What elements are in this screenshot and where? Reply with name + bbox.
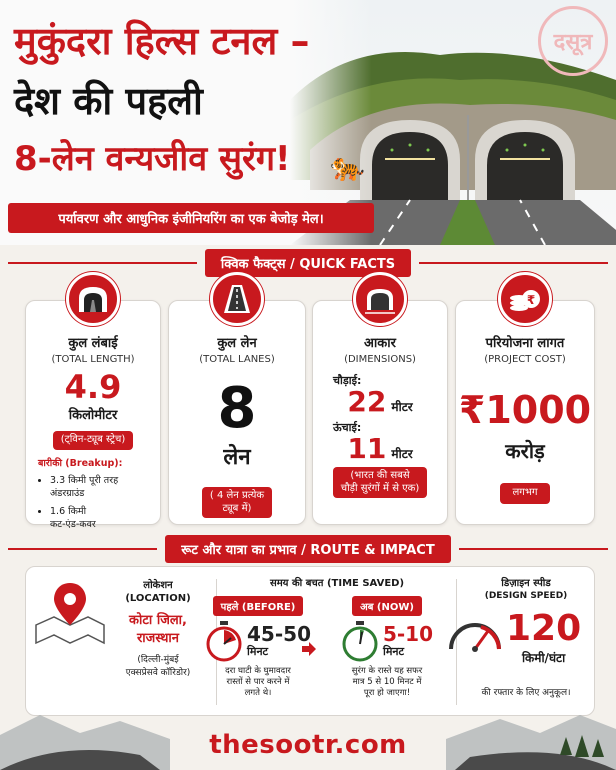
length-value: 4.9: [64, 368, 122, 406]
hero-banner: [0, 0, 616, 245]
length-unit: किलोमीटर: [68, 408, 118, 423]
height-label: ऊंचाई:: [333, 421, 362, 434]
lanes-label: कुल लेन: [217, 336, 257, 351]
tiger-icon: 🐅: [330, 150, 365, 183]
length-breakdown: [26, 456, 160, 530]
rupee-coins-icon: [498, 272, 552, 326]
cost-unit: करोड़: [505, 439, 545, 463]
subtitle-banner: पर्यावरण और आधुनिक इंजीनियरिंग का एक बेजोड़ मेल।: [8, 203, 374, 233]
site-url[interactable]: thesootr.com: [209, 730, 407, 760]
road-icon: [210, 272, 264, 326]
now-unit: मिनट: [382, 644, 405, 658]
speed-label: डिज़ाइन स्पीड: [501, 578, 551, 589]
before-unit: मिनट: [247, 644, 269, 658]
height-unit: मीटर: [391, 447, 413, 461]
now-note: सुरंग के रास्ते यह सफर मात्र 5 से 10 मिनट में पूरा हो जाएगा!: [351, 666, 423, 699]
title-line-1: मुकुंदरा हिल्स टनल –: [14, 19, 310, 63]
dimensions-note: (भारत की सबसे चौड़ी सुरंगों में से एक): [333, 467, 428, 498]
length-note: (ट्विन-ट्यूब स्ट्रेच): [53, 431, 133, 450]
before-note: दरा घाटी के घुमावदार रास्तों से पार करने में लगते थे।: [225, 666, 291, 699]
width-unit: मीटर: [391, 400, 413, 414]
lanes-note: ( 4 लेन प्रत्येक ट्यूब में): [202, 487, 272, 518]
height-value: 11: [347, 432, 387, 465]
project-cost-card: [455, 300, 595, 525]
speed-label-en: (DESIGN SPEED): [484, 591, 568, 601]
location-map-icon: [30, 577, 110, 651]
thesootr-logo: दसूत्र: [538, 6, 608, 76]
lanes-unit: लेन: [223, 445, 251, 470]
lanes-value: 8: [217, 376, 257, 441]
speed-unit: किमी/घंटा: [521, 651, 566, 665]
speed-block: [458, 575, 594, 601]
speed-value: 120: [506, 608, 582, 649]
tunnel-icon: [66, 272, 120, 326]
length-label-en: (TOTAL LENGTH): [51, 354, 135, 365]
cost-label-en: (PROJECT COST): [484, 354, 566, 365]
speed-note: की रफ्तार के लिए अनुकूल।: [481, 688, 571, 698]
dimensions-label: आकार: [364, 336, 396, 351]
location-value: कोटा जिला, राजस्थान: [129, 613, 187, 646]
location-label: लोकेशन: [143, 580, 173, 591]
now-label: अब (NOW): [352, 596, 422, 616]
svg-text:₹: ₹: [526, 293, 536, 307]
before-label: पहले (BEFORE): [213, 596, 304, 616]
lanes-label-en: (TOTAL LANES): [199, 354, 275, 365]
before-value: 45-50: [247, 621, 311, 646]
arrow-right-icon: [301, 641, 317, 661]
tunnel-dimensions-icon: [353, 272, 407, 326]
now-value: 5-10: [382, 621, 434, 646]
title-line-2: देश की पहली: [14, 79, 203, 123]
cost-label: परियोजना लागत: [485, 336, 565, 351]
breakdown-item-underground: • 3.3 किमी पूरी तरह अंडरग्राउंड: [50, 473, 160, 499]
total-length-card: [25, 300, 161, 530]
dimensions-card: [312, 300, 448, 525]
speed-value-block: [506, 608, 582, 666]
quick-facts-heading-label: क्विक फैक्ट्स / QUICK FACTS: [205, 249, 411, 277]
route-heading-label: रूट और यात्रा का प्रभाव / ROUTE & IMPACT: [165, 535, 450, 563]
title-line-3: 8-लेन वन्यजीव सुरंग!: [14, 139, 291, 179]
width-label: चौड़ाई:: [333, 374, 362, 387]
location-note: (दिल्ली-मुंबई एक्सप्रेसवे कॉरिडोर): [125, 655, 191, 678]
length-label: कुल लंबाई: [68, 336, 118, 351]
total-lanes-card: [168, 300, 306, 525]
now-block: [320, 595, 454, 699]
stopwatch-red-icon: [205, 620, 243, 662]
breakdown-title: बारीकी (Breakup):: [38, 457, 123, 469]
cost-note: लगभग: [500, 483, 549, 504]
speedometer-icon: [446, 613, 504, 657]
dimensions-label-en: (DIMENSIONS): [344, 354, 416, 365]
route-impact-panel: [25, 566, 595, 716]
location-label-en: (LOCATION): [125, 593, 191, 604]
height-row: [313, 432, 447, 465]
width-row: [313, 385, 447, 418]
time-saved-heading: समय की बचत (TIME SAVED): [269, 578, 405, 589]
cost-value: ₹1000: [458, 388, 592, 432]
route-heading: [0, 536, 616, 562]
width-value: 22: [347, 385, 387, 418]
stopwatch-green-icon: [341, 620, 379, 662]
breakdown-item-cut-cover: • 1.6 किमी कट-एंड-कवर: [50, 504, 160, 530]
